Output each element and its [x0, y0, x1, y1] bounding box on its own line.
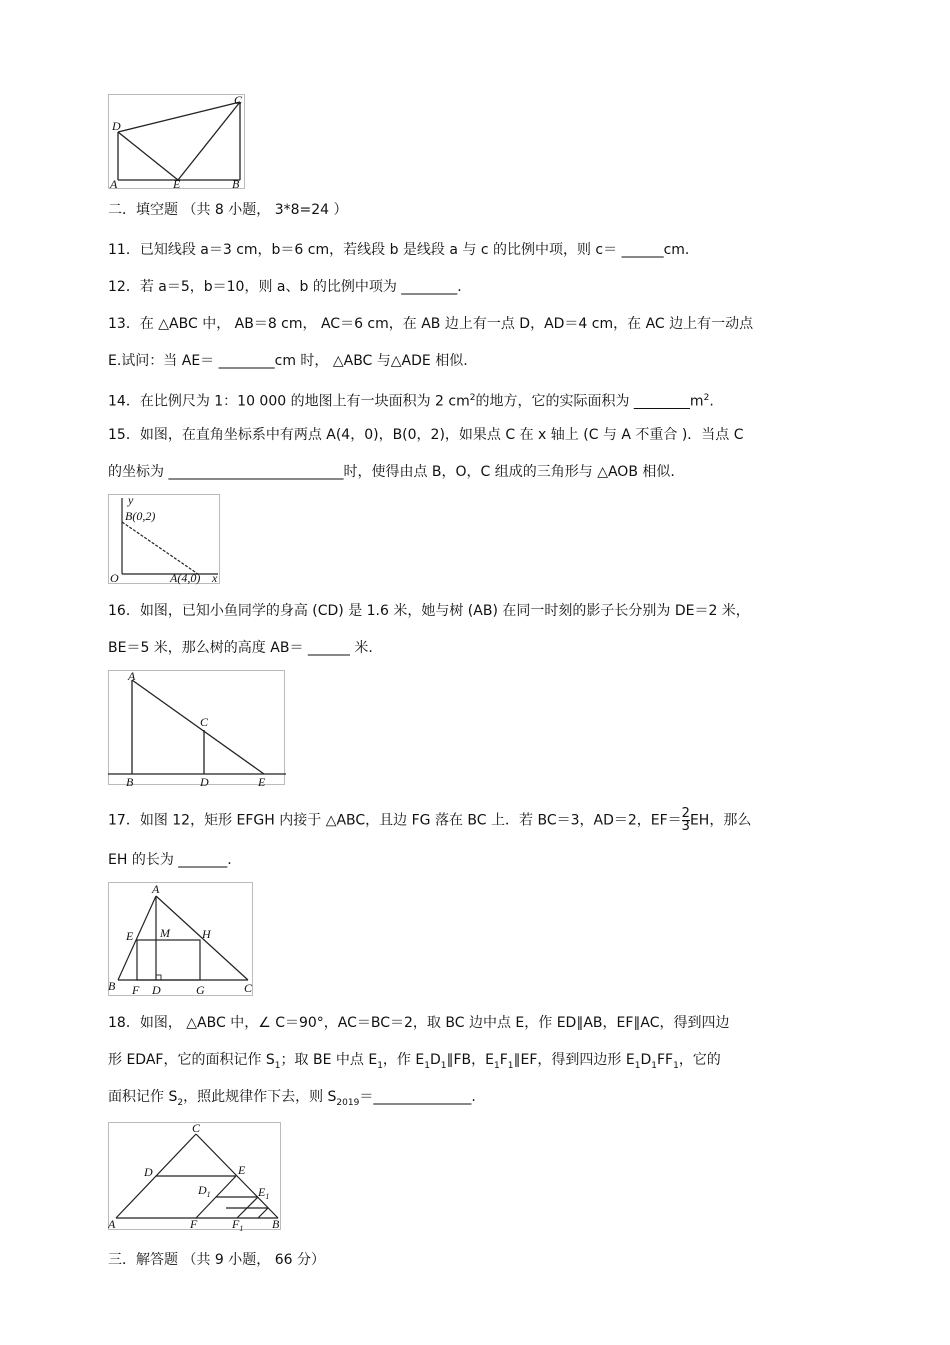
label-f: F [132, 983, 140, 997]
q18-t5: ∥FB，E [446, 1052, 494, 1068]
section2-heading: 二．填空题 （共 8 小题， 3*8=24 ） [108, 202, 348, 218]
q14-part3: . [709, 393, 714, 410]
q18-s9: 1 [673, 1060, 679, 1071]
q14-sup1: 2 [469, 393, 476, 403]
label-c: C [192, 1122, 201, 1135]
figure-q15 [108, 494, 222, 586]
q18-s3: 1 [424, 1060, 430, 1071]
label-e1: $E_1$ [258, 1185, 270, 1201]
q18-s11: 2019 [336, 1097, 360, 1108]
q18-t11: 面积记作 S [108, 1089, 178, 1105]
label-e: E [126, 929, 134, 943]
question-18-line1: 18．如图， △ABC 中，∠ C＝90°，AC＝BC＝2，取 BC 边中点 E，作 ED∥AB，EF∥AC，得到四边 [108, 1015, 730, 1031]
label-e: E [173, 177, 181, 190]
figure-q18 [108, 1122, 284, 1232]
q18-s4: 1 [440, 1060, 447, 1071]
question-12: 12．若 a＝5，b＝10，则 a、b 的比例中项为 ________. [108, 279, 462, 295]
q18-t4: D [429, 1052, 441, 1068]
q18-t7: ∥EF，得到四边形 E [513, 1052, 635, 1068]
q18-t3: ，作 E [382, 1052, 425, 1068]
label-b: B [272, 1217, 280, 1231]
label-c: C [234, 94, 243, 107]
q18-s2: 1 [377, 1060, 383, 1071]
q18-s1: 1 [274, 1060, 281, 1071]
label-a: A(4,0) [170, 571, 201, 585]
label-x: x [212, 571, 218, 585]
section3-heading: 三．解答题 （共 9 小题， 66 分） [108, 1252, 325, 1268]
q18-t1: 形 EDAF，它的面积记作 S [108, 1052, 275, 1068]
q18-s6: 1 [507, 1060, 514, 1071]
q14-part2: 的地方，它的实际面积为 ________m [475, 393, 704, 410]
q18-s10: 2 [177, 1097, 184, 1108]
q18-t9: FF [656, 1052, 674, 1068]
label-c: C [200, 715, 209, 729]
q18-s5: 1 [493, 1060, 500, 1071]
fraction-2-3 [682, 808, 690, 833]
question-17-line1 [108, 808, 751, 833]
q18-s7: 1 [634, 1060, 641, 1071]
figure-q16 [108, 670, 288, 788]
label-y: y [128, 494, 134, 507]
question-13-line1: 13．在 △ABC 中， AB＝8 cm， AC＝6 cm，在 AB 边上有一点 D，AD＝4 cm，在 AC 边上有一动点 [108, 316, 754, 332]
question-16-line2: BE＝5 米，那么树的高度 AB＝ ______ 米. [108, 640, 373, 656]
label-a: A [110, 177, 118, 190]
label-b: B [232, 177, 240, 190]
q18-s8: 1 [651, 1060, 657, 1071]
question-15-line1: 15．如图，在直角坐标系中有两点 A(4，0)，B(0，2)，如果点 C 在 x 轴上 (C 与 A 不重合 )．当点 C [108, 427, 744, 443]
label-f1: $F_1$ [232, 1217, 244, 1232]
question-15-line2: 的坐标为 _________________________时，使得由点 B，O，C 组成的三角形与 △AOB 相似. [108, 464, 675, 480]
question-18-line3 [108, 1087, 476, 1113]
label-b: B [108, 979, 116, 993]
q14-sup2: 2 [703, 393, 710, 403]
label-d1: $D_1$ [198, 1183, 211, 1199]
question-11: 11．已知线段 a＝3 cm，b＝6 cm，若线段 b 是线段 a 与 c 的比例中项，则 c＝ ______cm. [108, 242, 690, 258]
label-d: D [144, 1165, 153, 1179]
label-e: E [258, 775, 266, 788]
label-a: A [152, 882, 160, 896]
q18-t6: F [499, 1052, 508, 1068]
figure-q16-svg [108, 670, 288, 788]
question-13-line2: E.试问：当 AE＝ ________cm 时， △ABC 与△ADE 相似. [108, 353, 468, 369]
label-e: E [238, 1163, 246, 1177]
figure-q10-svg [108, 94, 248, 190]
label-g: G [196, 983, 205, 997]
label-b: B(0,2) [125, 509, 156, 523]
label-d: D [200, 775, 209, 788]
label-a: A [128, 670, 136, 683]
figure-q17 [108, 882, 256, 998]
label-d: D [112, 119, 121, 133]
question-16-line1: 16．如图，已知小鱼同学的身高 (CD) 是 1.6 米，她与树 (AB) 在同一时刻的影子长分别为 DE＝2 米， [108, 603, 750, 619]
q18-t8: D [640, 1052, 652, 1068]
label-m: M [160, 926, 170, 940]
question-14 [108, 388, 714, 412]
label-a: A [108, 1217, 116, 1231]
q14-part1: 14．在比例尺为 1：10 000 的地图上有一块面积为 2 cm [108, 393, 470, 410]
question-17-line2: EH 的长为 _______. [108, 852, 232, 868]
label-h: H [202, 927, 211, 941]
frac-den: 3 [681, 819, 690, 834]
label-b: B [126, 775, 134, 788]
figure-q17-svg [108, 882, 256, 998]
label-d: D [152, 983, 161, 997]
label-o: O [110, 571, 119, 585]
q18-t10: ，它的 [678, 1052, 721, 1068]
label-f: F [190, 1217, 198, 1231]
frac-num: 2 [681, 806, 690, 821]
figure-q10 [108, 94, 248, 190]
q17-part1: 17．如图 12，矩形 EFGH 内接于 △ABC，且边 FG 落在 BC 上．若 BC＝3，AD＝2，EF＝ [108, 812, 682, 829]
question-18-line2 [108, 1050, 721, 1076]
figure-q15-svg [108, 494, 222, 586]
figure-q18-svg [108, 1122, 284, 1232]
q18-t13: ＝______________. [359, 1089, 476, 1105]
q18-t2: ；取 BE 中点 E [280, 1052, 378, 1068]
q17-part2: EH，那么 [689, 812, 752, 829]
label-c: C [244, 981, 253, 995]
q18-t12: ，照此规律作下去，则 S [183, 1089, 337, 1105]
